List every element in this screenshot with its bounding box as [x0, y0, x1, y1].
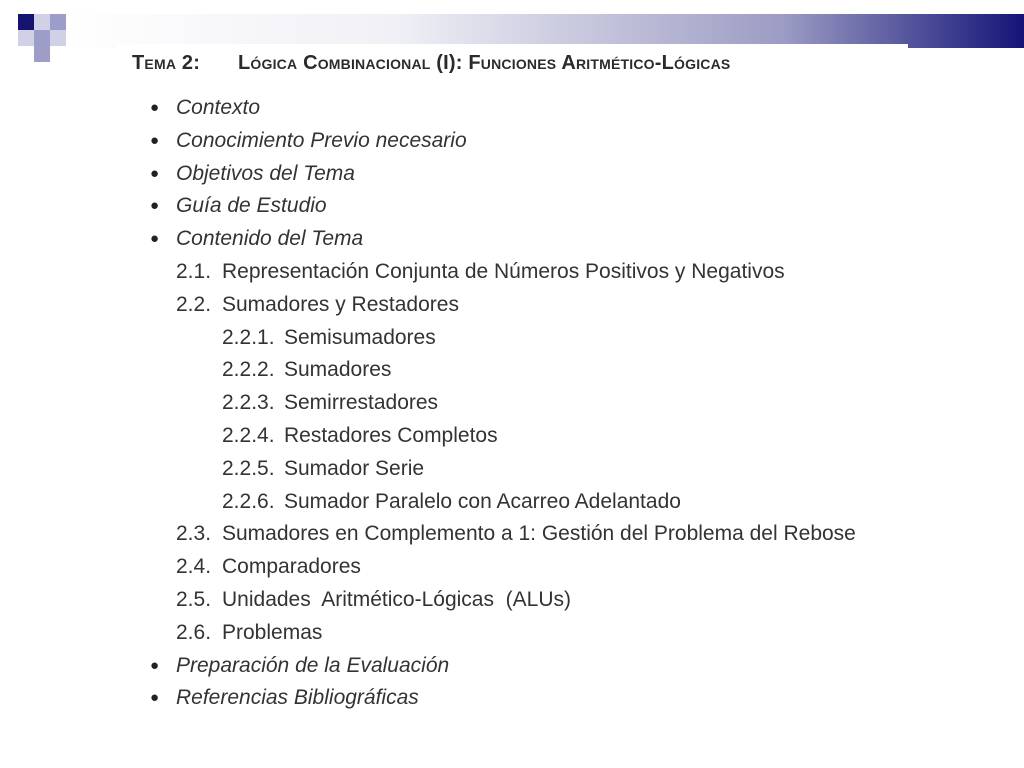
subsection-item — [150, 322, 1010, 355]
subsection-title: Semisumadores — [284, 325, 436, 349]
section-item — [150, 617, 1010, 650]
section-number: 2.1. — [176, 259, 212, 283]
title-number: Tema 2: — [132, 52, 201, 74]
section-item — [150, 518, 1010, 551]
header-gradient-bar — [58, 14, 1024, 48]
section-item — [150, 584, 1010, 617]
bullet-text: Conocimiento Previo necesario — [176, 128, 467, 152]
section-title: Unidades Aritmético-Lógicas (ALUs) — [222, 587, 571, 611]
subsection-title: Sumador Serie — [284, 456, 425, 480]
bullet-text: Objetivos del Tema — [176, 161, 355, 185]
subsection-item — [150, 354, 1010, 387]
section-number: 2.2. — [176, 292, 212, 316]
bullet-item — [150, 682, 1010, 715]
checker-square — [50, 14, 66, 30]
bullet-dot-icon: ● — [150, 197, 160, 215]
bullet-item — [150, 125, 1010, 158]
subsection-title: Sumador Paralelo con Acarreo Adelantado — [284, 489, 681, 513]
subsection-title: Semirrestadores — [284, 391, 439, 415]
subsection-number: 2.2.4. — [222, 423, 275, 447]
section-item — [150, 551, 1010, 584]
bullet-text: Contenido del Tema — [176, 227, 364, 251]
bullet-item — [150, 650, 1010, 683]
section-number: 2.6. — [176, 620, 212, 644]
bullet-dot-icon: ● — [150, 99, 160, 116]
checker-square — [18, 14, 34, 30]
subsection-item — [150, 420, 1010, 453]
section-title: Sumadores y Restadores — [222, 292, 459, 316]
section-number: 2.5. — [176, 587, 212, 611]
section-title: Comparadores — [222, 555, 361, 579]
bullet-text: Referencias Bibliográficas — [176, 686, 419, 710]
section-title: Representación Conjunta de Números Positivos y Negativos — [222, 259, 785, 283]
checker-square — [34, 14, 50, 30]
subsection-item — [150, 486, 1010, 519]
outline — [150, 92, 1010, 715]
title-text: Lógica Combinacional (I): Funciones Aritmético-Lógicas — [238, 52, 731, 74]
checker-square — [34, 46, 50, 62]
subsection-number: 2.2.3. — [222, 391, 275, 415]
section-title: Sumadores en Complemento a 1: Gestión del Problema del Rebose — [222, 522, 856, 546]
bullet-text: Contexto — [176, 96, 261, 119]
subsection-item — [150, 387, 1010, 420]
bullet-item — [150, 158, 1010, 191]
section-number: 2.4. — [176, 555, 212, 579]
subsection-number: 2.2.6. — [222, 489, 275, 513]
section-title: Problemas — [222, 620, 323, 644]
section-item — [150, 289, 1010, 322]
subsection-title: Restadores Completos — [284, 423, 498, 447]
bullet-dot-icon: ● — [150, 230, 160, 248]
bullet-item — [150, 92, 1010, 125]
section-item — [150, 256, 1010, 289]
subsection-number: 2.2.5. — [222, 456, 275, 480]
subsection-item — [150, 453, 1010, 486]
bullet-text: Guía de Estudio — [176, 194, 327, 218]
section-number: 2.3. — [176, 522, 212, 546]
checker-square — [18, 30, 34, 46]
bullet-text: Preparación de la Evaluación — [176, 653, 450, 677]
subsection-number: 2.2.2. — [222, 358, 275, 382]
bullet-dot-icon: ● — [150, 689, 160, 707]
bullet-item — [150, 190, 1010, 223]
bullet-dot-icon: ● — [150, 131, 160, 149]
subsection-number: 2.2.1. — [222, 325, 275, 349]
bullet-dot-icon: ● — [150, 656, 160, 674]
bullet-item — [150, 223, 1010, 256]
bullet-dot-icon: ● — [150, 164, 160, 182]
slide-title — [132, 52, 730, 75]
checker-square — [50, 30, 66, 46]
subsection-title: Sumadores — [284, 358, 392, 382]
checker-square — [34, 30, 50, 46]
